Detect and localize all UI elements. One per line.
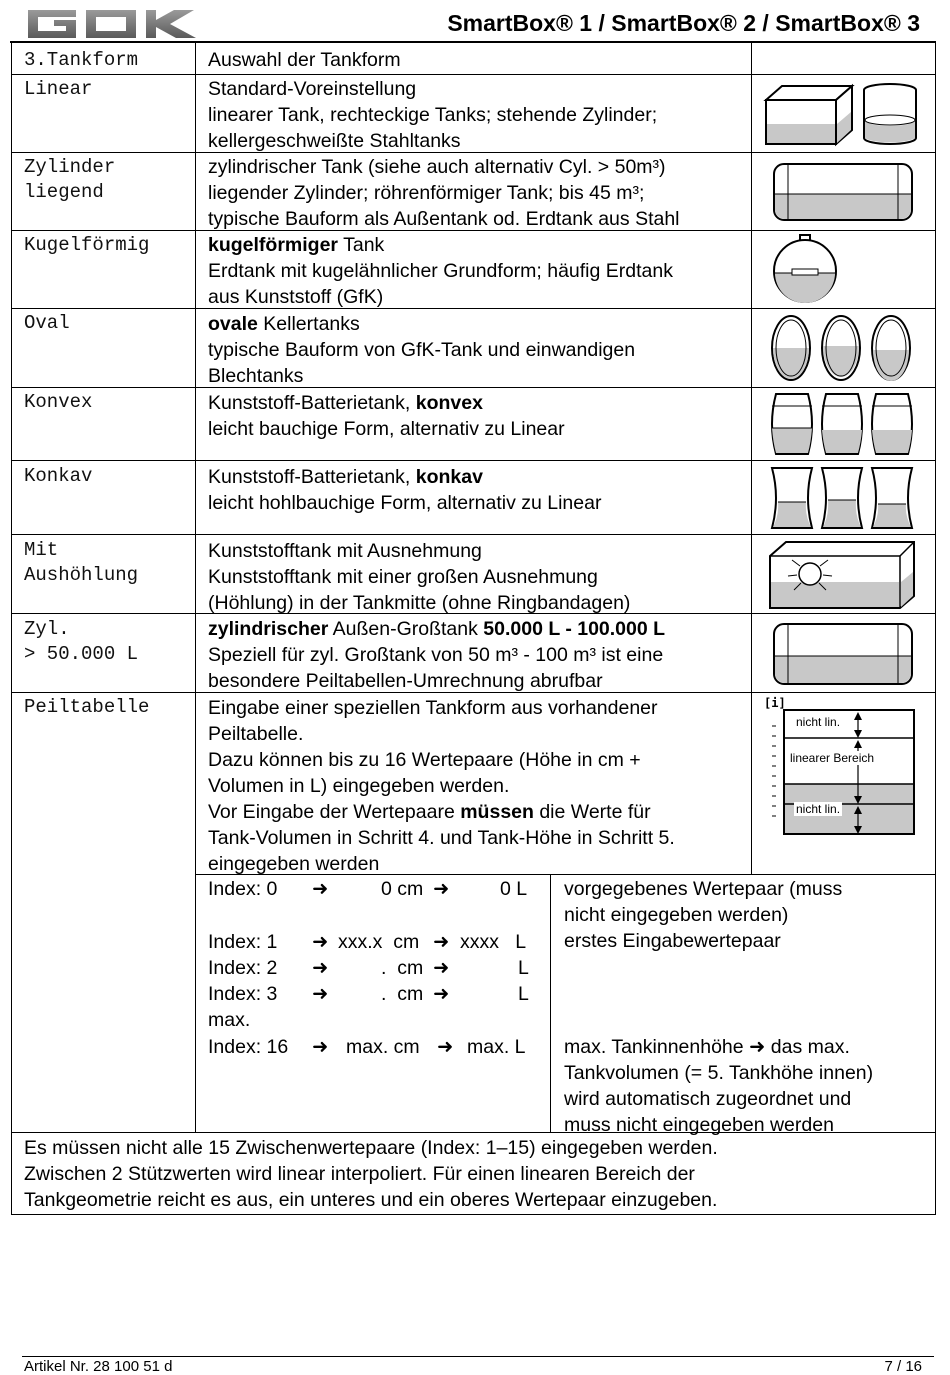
note-line: erstes Eingabewertepaar xyxy=(564,930,781,952)
desc-line: Eingabe einer speziellen Tankform aus vorhandener xyxy=(208,697,658,719)
tankform-description: Auswahl der Tankform xyxy=(208,49,401,71)
desc-line: Volumen in L) eingegeben werden. xyxy=(208,775,510,797)
desc-text: Kunststoff-Batterietank, xyxy=(208,392,416,414)
row-label xyxy=(24,617,138,667)
desc-text: Außen-Großtank xyxy=(328,618,484,640)
index-idx: Index: 1 xyxy=(208,931,278,953)
desc-line: Peiltabelle. xyxy=(208,723,304,745)
desc-text: Kunststoff-Batterietank, xyxy=(208,466,416,488)
concave-tank-icon xyxy=(768,464,918,532)
desc-line: linearer Tank, rechteckige Tanks; stehende Zylinder; xyxy=(208,104,658,126)
note-line: vorgegebenes Wertepaar (muss xyxy=(564,878,843,900)
row-label: Oval xyxy=(24,312,70,334)
index-note xyxy=(564,1034,873,1138)
arrow-icon: ➜ xyxy=(433,983,450,1005)
index-idx: Index: 2 xyxy=(208,957,278,979)
note-line: max. Tankinnenhöhe ➜ das max. xyxy=(564,1036,850,1058)
recessed-tank-icon xyxy=(766,538,918,610)
header-rule xyxy=(10,41,936,43)
desc-line xyxy=(208,390,565,416)
footnote xyxy=(24,1135,718,1213)
desc-text: Kellertanks xyxy=(257,313,360,335)
index-idx: Index: 3 xyxy=(208,983,278,1005)
arrow-icon: ➜ xyxy=(312,1036,329,1058)
info-icon: [i] xyxy=(764,696,786,710)
desc-line: eingegeben werden xyxy=(208,853,380,875)
footnote-line: Es müssen nicht alle 15 Zwischenwertepaare (Index: 1–15) eingegeben werden. xyxy=(24,1137,718,1159)
row-description xyxy=(208,695,675,877)
label-line: Aushöhlung xyxy=(24,564,139,586)
desc-line xyxy=(208,799,675,825)
convex-tank-icon xyxy=(768,390,918,458)
index-cm: max. cm xyxy=(346,1036,420,1058)
label-line: Zyl. xyxy=(24,618,70,640)
index-l: max. L xyxy=(467,1036,526,1058)
desc-line: typische Bauform von GfK-Tank und einwandigen xyxy=(208,339,636,361)
arrow-icon: ➜ xyxy=(312,983,329,1005)
row-description xyxy=(208,232,673,310)
note-line: nicht eingegeben werden) xyxy=(564,904,789,926)
desc-line: leicht bauchige Form, alternativ zu Linear xyxy=(208,418,565,440)
row-description xyxy=(208,76,657,154)
linear-range-label: linearer Bereich xyxy=(790,751,875,765)
row-description xyxy=(208,311,635,389)
desc-text: die Werte für xyxy=(533,801,651,823)
arrow-icon: ➜ xyxy=(433,931,450,953)
row-description xyxy=(208,538,630,616)
desc-line: kellergeschweißte Stahltanks xyxy=(208,130,461,152)
index-cm: . cm xyxy=(381,957,424,979)
desc-line xyxy=(208,616,665,642)
gauging-diagram xyxy=(762,696,930,846)
footnote-line: Zwischen 2 Stützwerten wird linear interpoliert. Für einen linearen Bereich der xyxy=(24,1163,695,1185)
row-label xyxy=(24,155,115,205)
desc-line: zylindrischer Tank (siehe auch alternativ Cyl. > 50m³) xyxy=(208,156,666,178)
index-idx: Index: 16 xyxy=(208,1036,289,1058)
footnote-line: Tankgeometrie reicht es aus, ein unteres und ein oberes Wertepaar einzugeben. xyxy=(24,1189,718,1211)
label-line: > 50.000 L xyxy=(24,643,139,665)
label-line: Zylinder xyxy=(24,156,116,178)
desc-line: leicht hohlbauchige Form, alternativ zu Linear xyxy=(208,492,602,514)
desc-line: Kunststofftank mit Ausnehmung xyxy=(208,540,482,562)
arrow-icon: ➜ xyxy=(312,878,329,900)
emphasis: 50.000 L - 100.000 L xyxy=(483,618,666,640)
tankform-heading: 3.Tankform xyxy=(24,49,139,71)
desc-line: typische Bauform als Außentank od. Erdtank aus Stahl xyxy=(208,208,680,230)
emphasis: kugelförmiger xyxy=(208,234,339,256)
index-note xyxy=(564,876,842,954)
oval-tank-icon xyxy=(768,312,918,384)
index-max-label: max. xyxy=(208,1009,251,1031)
nonlinear-top-label: nicht lin. xyxy=(796,715,841,729)
emphasis: konkav xyxy=(415,466,483,488)
row-description xyxy=(208,154,680,232)
desc-text: Vor Eingabe der Wertepaare xyxy=(208,801,461,823)
note-line: Tankvolumen (= 5. Tankhöhe innen) xyxy=(564,1062,874,1084)
horizontal-cylinder-tank-icon xyxy=(768,160,918,224)
arrow-icon: ➜ xyxy=(437,1036,454,1058)
spherical-tank-icon xyxy=(770,233,840,305)
label-line: Mit xyxy=(24,539,59,561)
row-description xyxy=(208,390,565,442)
index-cm: 0 cm xyxy=(381,878,424,900)
arrow-icon: ➜ xyxy=(312,931,329,953)
index-cm: xxx.x cm xyxy=(338,931,420,953)
label-line: liegend xyxy=(24,181,104,203)
desc-line: Speziell für zyl. Großtank von 50 m³ - 100 m³ ist eine xyxy=(208,644,664,666)
row-label: Konvex xyxy=(24,391,93,413)
desc-line: Kunststofftank mit einer großen Ausnehmung xyxy=(208,566,598,588)
desc-text: Tank xyxy=(338,234,385,256)
footer-rule xyxy=(22,1356,934,1357)
note-line: muss nicht eingegeben werden xyxy=(564,1114,834,1136)
row-label: Kugelförmig xyxy=(24,234,150,256)
desc-line xyxy=(208,311,635,337)
desc-line: aus Kunststoff (GfK) xyxy=(208,286,384,308)
note-line: wird automatisch zugeordnet und xyxy=(564,1088,852,1110)
row-label: Peiltabelle xyxy=(24,696,150,718)
row-label: Linear xyxy=(24,78,93,100)
article-number: Artikel Nr. 28 100 51 d xyxy=(24,1358,173,1375)
desc-line: Tank-Volumen in Schritt 4. und Tank-Höhe in Schritt 5. xyxy=(208,827,675,849)
row-description xyxy=(208,464,601,516)
index-idx: Index: 0 xyxy=(208,878,278,900)
emphasis: konvex xyxy=(415,392,483,414)
desc-line: Blechtanks xyxy=(208,365,304,387)
arrow-icon: ➜ xyxy=(433,878,450,900)
desc-line xyxy=(208,464,601,490)
gok-logo xyxy=(24,8,202,40)
desc-line: Dazu können bis zu 16 Wertepaare (Höhe in cm + xyxy=(208,749,641,771)
desc-line xyxy=(208,232,673,258)
large-cylinder-tank-icon xyxy=(768,620,918,688)
emphasis: ovale xyxy=(208,313,258,335)
document-title: SmartBox® 1 / SmartBox® 2 / SmartBox® 3 xyxy=(447,10,920,36)
page-number: 7 / 16 xyxy=(884,1358,922,1375)
index-l: L xyxy=(518,983,529,1005)
row-label xyxy=(24,538,138,588)
index-l: 0 L xyxy=(500,878,528,900)
desc-line: Erdtank mit kugelähnlicher Grundform; häufig Erdtank xyxy=(208,260,673,282)
nonlinear-bottom-label: nicht lin. xyxy=(796,802,841,816)
desc-line: (Höhlung) in der Tankmitte (ohne Ringbandagen) xyxy=(208,592,631,614)
row-label: Konkav xyxy=(24,465,93,487)
emphasis: zylindrischer xyxy=(208,618,329,640)
arrow-icon: ➜ xyxy=(312,957,329,979)
row-description xyxy=(208,616,665,694)
emphasis: müssen xyxy=(460,801,534,823)
linear-tank-icon xyxy=(762,80,922,148)
index-l: xxxx L xyxy=(460,931,527,953)
desc-line: liegender Zylinder; röhrenförmiger Tank; bis 45 m³; xyxy=(208,182,645,204)
desc-line: Standard-Voreinstellung xyxy=(208,78,417,100)
index-l: L xyxy=(518,957,529,979)
index-cm: . cm xyxy=(381,983,424,1005)
arrow-icon: ➜ xyxy=(433,957,450,979)
desc-line: besondere Peiltabellen-Umrechnung abrufbar xyxy=(208,670,603,692)
